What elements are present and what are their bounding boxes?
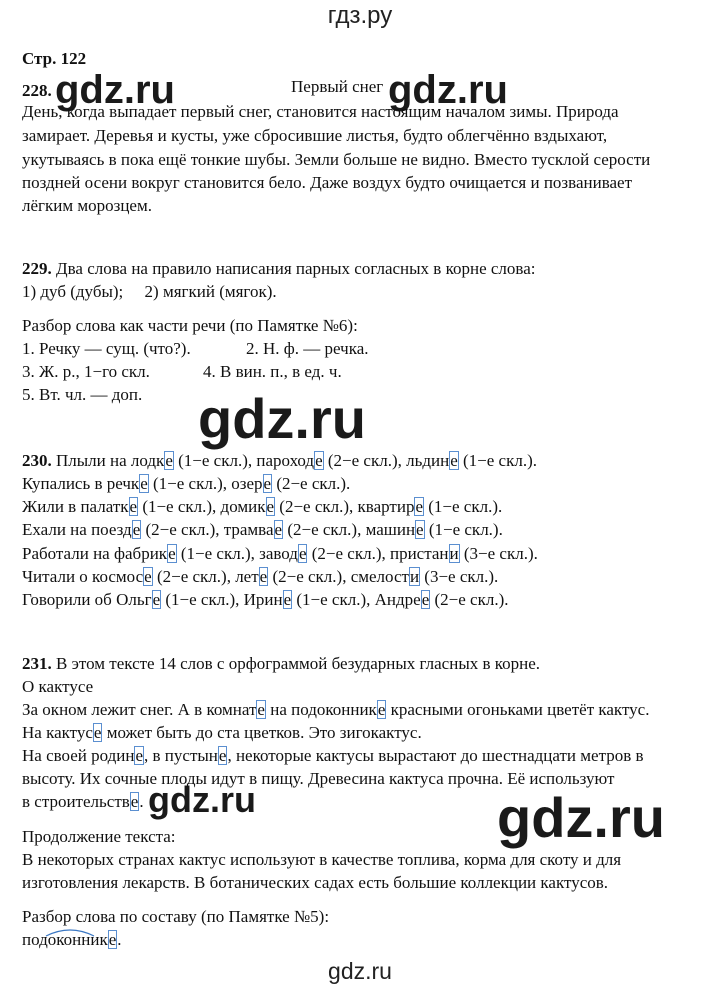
ending-highlight: е: [165, 451, 173, 470]
ending-highlight: и: [409, 567, 420, 586]
vowel-highlight: е: [218, 746, 227, 765]
ending-highlight: е: [421, 590, 430, 609]
text: (3−е скл.).: [459, 544, 538, 563]
exercise-number: 230.: [22, 451, 52, 470]
ending-highlight: е: [168, 544, 176, 563]
text-line: [22, 791, 144, 813]
text: (2−е скл.), машин: [283, 520, 416, 539]
ending-highlight: е: [274, 520, 283, 539]
text: (2−е скл.), льдин: [323, 451, 450, 470]
text: на подоконник: [265, 700, 377, 719]
text: (2−е скл.).: [272, 474, 351, 493]
ending-highlight: е: [144, 567, 152, 586]
ending-highlight: е: [298, 544, 307, 563]
text: (1−е скл.).: [424, 520, 503, 539]
analysis-item: 5. Вт. чл. — доп.: [22, 385, 143, 404]
exercise-230-row: [22, 473, 350, 495]
text: в строительств: [22, 792, 130, 811]
text: может быть до ста цветков. Это зигокактус.: [102, 723, 422, 742]
text-line: лёгким морозцем.: [22, 196, 152, 215]
exercise-231-intro: [22, 653, 540, 675]
text: (1−е скл.), домик: [138, 497, 266, 516]
text-line: [22, 699, 649, 721]
parsed-word: [22, 929, 122, 951]
exercise-230-row: [22, 566, 498, 588]
exercise-230-row: [22, 543, 538, 565]
vowel-highlight: е: [130, 792, 139, 811]
text: (3−е скл.).: [420, 567, 499, 586]
exercise-230-row: [22, 519, 503, 541]
vowel-highlight: е: [135, 746, 144, 765]
text: Плыли на лодк: [56, 451, 165, 470]
text: .: [117, 930, 122, 949]
text-line: поздней осени вокруг становится бело. Даже воздух будто очищается и позванивает: [22, 173, 633, 192]
exercise-229-intro: [22, 258, 535, 280]
site-header: гдз.ру: [327, 2, 393, 29]
ending-highlight: е: [415, 497, 423, 516]
text: Ехали на поезд: [22, 520, 132, 539]
text: Купались в речк: [22, 474, 140, 493]
text: (2−е скл.), квартир: [275, 497, 415, 516]
text: (2−е скл.).: [430, 590, 509, 609]
text: (1−е скл.), пароход: [173, 451, 315, 470]
text: (2−е скл.), смелост: [268, 567, 409, 586]
ending-highlight: е: [132, 520, 141, 539]
text-line: замирает. Деревья и кусты, уже сбросившие листья, будто облегчённо вздыхают,: [22, 126, 608, 145]
text-line: В некоторых странах кактус используют в качестве топлива, корма для скоту и для: [22, 850, 622, 869]
analysis-item: 1. Речку — сущ. (что?).: [22, 339, 191, 358]
text: Работали на фабрик: [22, 544, 168, 563]
exercise-230-row: [22, 450, 537, 472]
text: (1−е скл.), озер: [148, 474, 263, 493]
text-line: укутываясь в пока ещё тонкие шубы. Земли больше не видно. Вместо тусклой серости: [22, 150, 651, 169]
watermark: gdz.ru: [388, 68, 508, 112]
text-title: Первый снег: [291, 77, 384, 96]
text: (1−е скл.).: [458, 451, 538, 470]
exercise-number: 229.: [22, 259, 52, 278]
ending-highlight: е: [259, 567, 268, 586]
text-line: [22, 722, 422, 744]
text: , некоторые кактусы вырастают до шестнадцати метров в: [227, 746, 644, 765]
text-line: День, когда выпадает первый снег, становится настоящим началом зимы. Природа: [22, 102, 619, 121]
text: красными огоньками цветёт кактус.: [386, 700, 650, 719]
text: .: [139, 792, 144, 811]
text-line: высоту. Их сочные плоды идут в пищу. Древесина кактуса прочна. Её используют: [22, 769, 615, 788]
watermark: gdz.ru: [148, 779, 256, 820]
ending-highlight: е: [108, 930, 117, 949]
ending-highlight: е: [416, 520, 424, 539]
ending-highlight: е: [283, 590, 292, 609]
text: (1−е скл.), Андре: [292, 590, 421, 609]
exercise-230-row: [22, 589, 508, 611]
text: За окном лежит снег. А в комнат: [22, 700, 257, 719]
vowel-highlight: е: [257, 700, 265, 719]
text: (1−е скл.).: [424, 497, 503, 516]
text: На кактус: [22, 723, 93, 742]
text: (2−е скл.), трамва: [141, 520, 274, 539]
ending-highlight: е: [140, 474, 148, 493]
ending-highlight: е: [263, 474, 272, 493]
text: (2−е скл.), лет: [152, 567, 259, 586]
exercise-230-row: [22, 496, 502, 518]
analysis-title: Разбор слова как части речи (по Памятке №6):: [22, 316, 358, 335]
text: (1−е скл.), завод: [176, 544, 298, 563]
vowel-highlight: е: [377, 700, 386, 719]
ending-highlight: е: [152, 590, 161, 609]
text: В этом тексте 14 слов с орфограммой безударных гласных в корне.: [56, 654, 541, 673]
exercise-number: 228.: [22, 81, 52, 100]
watermark: gdz.ru: [55, 68, 175, 112]
text-line: изготовления лекарств. В ботанических садах есть большие коллекции кактусов.: [22, 873, 609, 892]
parse-title: Разбор слова по составу (по Памятке №5):: [22, 907, 330, 926]
text: (2−е скл.), пристан: [307, 544, 449, 563]
analysis-item: 3. Ж. р., 1−го скл.: [22, 362, 150, 381]
watermark: gdz.ru: [497, 786, 665, 849]
ending-highlight: е: [450, 451, 458, 470]
text: Говорили об Ольг: [22, 590, 152, 609]
watermark: gdz.ru: [198, 387, 366, 450]
text-line: [22, 745, 644, 767]
ending-highlight: е: [129, 497, 138, 516]
exercise-number: 231.: [22, 654, 52, 673]
page-number: Стр. 122: [22, 49, 87, 68]
analysis-item: 4. В вин. п., в ед. ч.: [203, 362, 342, 381]
text: Читали о космос: [22, 567, 144, 586]
text-title: О кактусе: [22, 677, 94, 696]
site-footer: gdz.ru: [328, 958, 392, 984]
text: На своей родин: [22, 746, 135, 765]
text: Жили в палатк: [22, 497, 129, 516]
ending-highlight: и: [449, 544, 459, 563]
ending-highlight: е: [266, 497, 275, 516]
text: (1−е скл.), Ирин: [161, 590, 283, 609]
words-line: 1) дуб (дубы); 2) мягкий (мягок).: [22, 282, 277, 301]
text: , в пустын: [144, 746, 218, 765]
text: Два слова на правило написания парных согласных в корне слова:: [56, 259, 536, 278]
analysis-item: 2. Н. ф. — речка.: [246, 339, 369, 358]
continuation-title: Продолжение текста:: [22, 827, 176, 846]
vowel-highlight: е: [93, 723, 102, 742]
ending-highlight: е: [315, 451, 323, 470]
text: подоконник: [22, 930, 108, 949]
